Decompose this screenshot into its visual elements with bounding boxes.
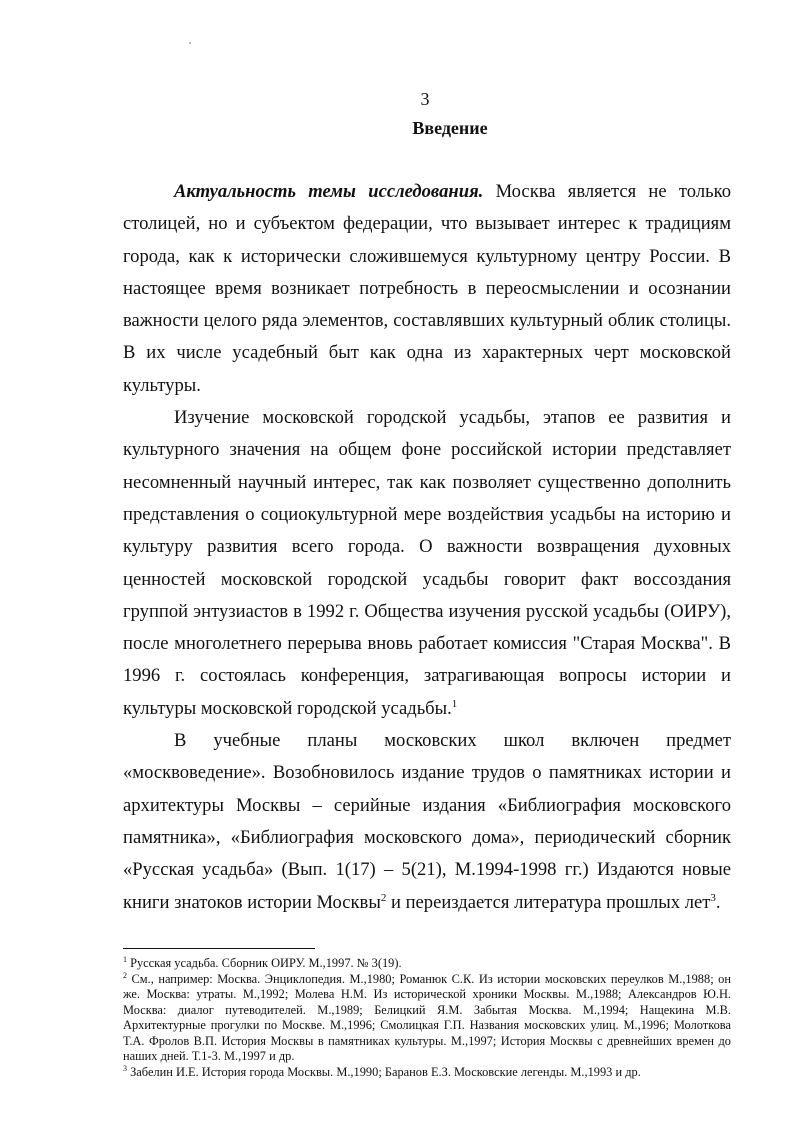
footnote-reference: 3 xyxy=(710,891,716,904)
footnote-separator xyxy=(123,948,315,949)
section-heading: Введение xyxy=(412,118,488,138)
body-text xyxy=(123,176,731,919)
paragraph-text: В учебные планы московских школ включен предмет «москвоведение». Возобновилось издание трудов о памятниках истории и архитектуры Москвы – серийные издания «Библиография московского памятника», «Библиография московского дома», периодический сборник «Русская усадьба» (Вып. 1(17) – 5(21), М.1994-1998 гг.) Издаются новые книги знатоков истории Москвы xyxy=(123,730,731,913)
page-number: 3 xyxy=(420,89,430,109)
footnote-reference: 2 xyxy=(380,891,387,904)
paragraph-text: . xyxy=(715,891,721,913)
footnote-text: Русская усадьба. Сборник ОИРУ. М.,1997. № 3(19). xyxy=(127,956,402,970)
footnote-item xyxy=(123,1065,731,1081)
footnote-text: Забелин И.Е. История города Москвы. М.,1990; Баранов Е.З. Московские легенды. М.,1993 и др. xyxy=(127,1064,641,1079)
paragraph-relevance xyxy=(123,176,731,402)
footnote-text: См., например: Москва. Энциклопедия. М.,1980; Романюк С.К. Из истории московских переулков М.,1988; он же. Москва: утраты. М.,1992; Молева Н.М. Из исторической хроники Москвы. М.,1988; Александров Ю.Н. Москва: диалог путеводителей. М.,1989; Белицкий Я.М. Забытая Москва. М.,1994; Нащекина М.В. Архитектурные прогулки по Москве. М.,1996; Смолицкая Г.П. Названия московских улиц. М.,1996; Молоткова Т.А. Фролов В.П. История Москвы в памятниках культуры. М.,1997; История Москвы с древнейших времен до наших дней. Т.1-3. М.,1997 и др. xyxy=(123,971,731,1063)
paragraph-text: и переиздается литература прошлых лет xyxy=(386,891,711,913)
footnote-mark: 3 xyxy=(123,1063,127,1073)
paragraph-text: Изучение московской городской усадьбы, этапов ее развития и культурного значения на общем фоне российской истории представляет несомненный научный интерес, так как позволяет существенно дополнить представления о социокультурной мере воздействия усадьбы на историю и культуру развития всего города. О важности возвращения духовных ценностей московской городской усадьбы говорит факт воссоздания группой энтузиастов в 1992 г. Общества изучения русской усадьбы (ОИРУ), после многолетнего перерыва вновь работает комиссия "Старая Москва". В 1996 г. состоялась конференция, затрагивающая вопросы истории и культуры московской городской усадьбы. xyxy=(123,407,731,719)
paragraph-lead: Актуальность темы исследования. xyxy=(174,181,484,202)
paragraph-text: Москва является не только столицей, но и субъектом федерации, что вызывает интерес к традициям города, как к исторически сложившемуся культурному центру России. В настоящее время возникает потребность в переосмыслении и осознании важности целого ряда элементов, составлявших культурный облик столицы. В их числе усадебный быт как одна из характерных черт московской культуры. xyxy=(123,181,732,396)
paragraph-study xyxy=(123,402,731,725)
footnote-reference: 1 xyxy=(451,697,458,710)
scan-speck xyxy=(189,42,191,44)
footnote-item xyxy=(123,972,731,1065)
footnote-item xyxy=(123,956,731,972)
paragraph-education xyxy=(123,725,731,919)
footnote-mark: 1 xyxy=(123,954,127,964)
footnotes xyxy=(123,956,731,1080)
footnote-mark: 2 xyxy=(123,970,127,980)
